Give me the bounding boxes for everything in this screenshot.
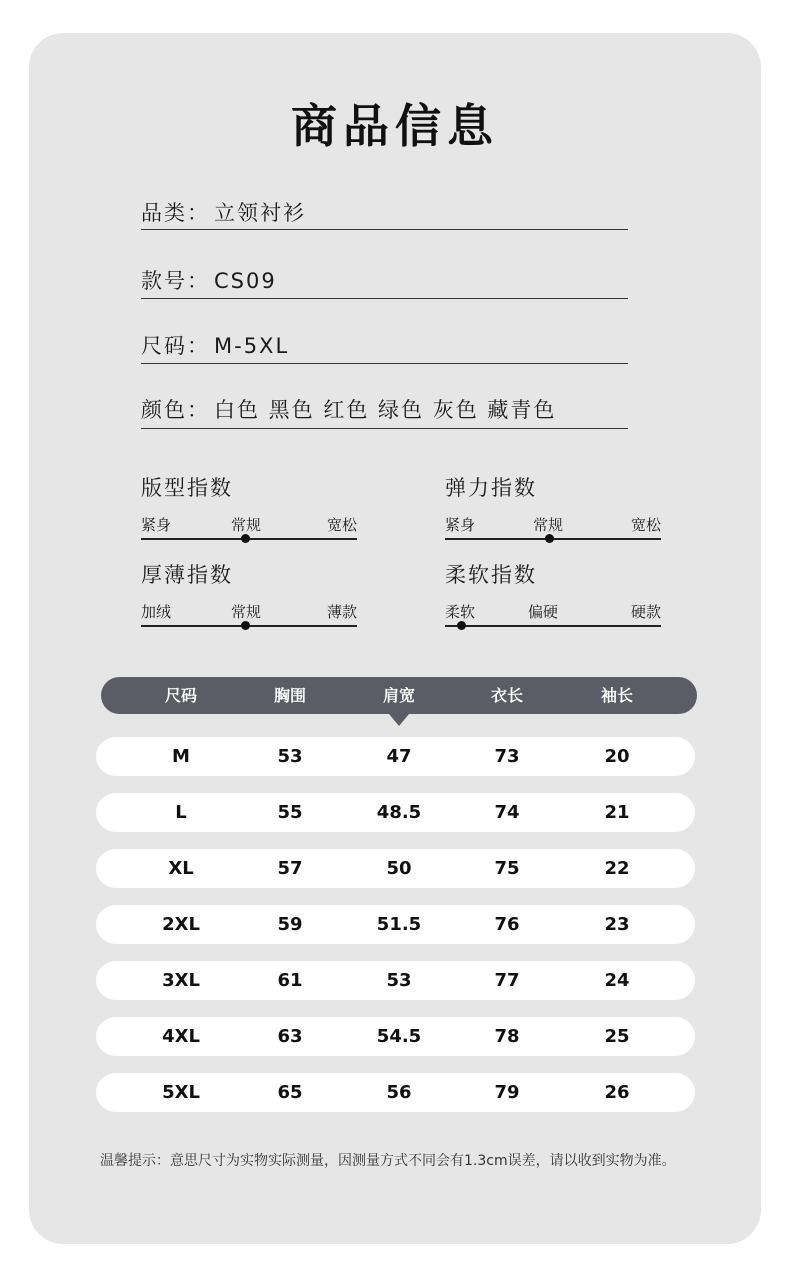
table-row [96, 737, 695, 776]
index-bar [445, 625, 661, 627]
info-label: 品类： [141, 201, 210, 225]
index-mark: 紧身 [141, 516, 172, 534]
table-cell: 59 [277, 914, 303, 935]
info-value: CS09 [214, 269, 277, 293]
page-title: 商品信息 [291, 99, 499, 153]
index-mark: 常规 [231, 603, 262, 621]
table-cell: 65 [277, 1082, 303, 1103]
table-cell: 77 [494, 970, 520, 991]
table-cell: 55 [277, 802, 303, 823]
info-row-size [141, 330, 628, 364]
table-cell: 74 [494, 802, 520, 823]
table-cell: 61 [277, 970, 303, 991]
table-cell: 73 [494, 746, 520, 767]
index-mark: 硬款 [630, 603, 661, 621]
table-cell: 50 [386, 858, 412, 879]
table-cell: 21 [604, 802, 630, 823]
info-row-category [141, 197, 628, 230]
table-cell: 26 [604, 1082, 630, 1103]
index-mark: 宽松 [326, 516, 357, 534]
table-cell: 63 [277, 1026, 303, 1047]
index-bar [445, 538, 661, 540]
index-indicator-dot [545, 534, 554, 543]
table-cell: 23 [604, 914, 630, 935]
table-row [96, 849, 695, 888]
column-header-shoulder: 肩宽 [382, 686, 416, 705]
table-cell: 56 [386, 1082, 412, 1103]
index-mark: 薄款 [326, 603, 357, 621]
info-label: 尺码： [141, 334, 210, 358]
info-value: M-5XL [214, 334, 290, 358]
table-cell: 53 [386, 970, 412, 991]
index-mark: 偏硬 [528, 603, 559, 621]
index-bar [141, 625, 357, 627]
table-cell: 78 [494, 1026, 520, 1047]
index-indicator-dot [457, 621, 466, 630]
info-row-color [141, 394, 628, 429]
index-mark: 柔软 [445, 603, 476, 621]
index-title: 版型指数 [141, 476, 233, 500]
header-pointer-arrow [389, 714, 409, 726]
column-header-length: 衣长 [490, 686, 524, 705]
table-cell: 47 [386, 746, 412, 767]
table-cell: 48.5 [376, 802, 422, 823]
index-title: 厚薄指数 [141, 563, 233, 587]
column-header-sleeve: 袖长 [600, 686, 634, 705]
table-row [96, 1073, 695, 1112]
table-cell: 79 [494, 1082, 520, 1103]
table-cell: 2XL [162, 914, 200, 935]
table-row [96, 961, 695, 1000]
table-row [96, 1017, 695, 1056]
info-value: 白色 黑色 红色 绿色 灰色 藏青色 [214, 398, 557, 422]
index-mark: 紧身 [445, 516, 476, 534]
table-cell: L [175, 802, 187, 823]
info-value: 立领衬衫 [214, 201, 306, 225]
table-cell: M [172, 746, 190, 767]
index-title: 弹力指数 [445, 476, 537, 500]
table-cell: XL [168, 858, 194, 879]
table-cell: 53 [277, 746, 303, 767]
index-indicator-dot [241, 534, 250, 543]
thickness-index [141, 559, 357, 627]
column-header-chest: 胸围 [273, 686, 307, 705]
elasticity-index [445, 472, 661, 540]
table-row [96, 905, 695, 944]
index-title: 柔软指数 [445, 563, 537, 587]
table-cell: 57 [277, 858, 303, 879]
index-indicator-dot [241, 621, 250, 630]
index-mark: 宽松 [630, 516, 661, 534]
table-cell: 54.5 [376, 1026, 422, 1047]
table-cell: 51.5 [376, 914, 422, 935]
softness-index [445, 559, 661, 627]
info-label: 颜色： [141, 398, 210, 422]
index-mark: 加绒 [141, 603, 172, 621]
index-mark: 常规 [533, 516, 564, 534]
size-table-header [101, 677, 697, 714]
table-cell: 75 [494, 858, 520, 879]
column-header-size: 尺码 [164, 686, 198, 705]
table-row [96, 793, 695, 832]
info-label: 款号： [141, 269, 210, 293]
index-bar [141, 538, 357, 540]
fit-index [141, 472, 357, 540]
table-cell: 4XL [162, 1026, 200, 1047]
table-cell: 24 [604, 970, 630, 991]
table-cell: 76 [494, 914, 520, 935]
size-tip-note: 温馨提示：意思尺寸为实物实际测量，因测量方式不同会有1.3cm误差，请以收到实物为准。 [100, 1153, 676, 1169]
table-cell: 3XL [162, 970, 200, 991]
info-row-style-number [141, 265, 628, 299]
table-cell: 22 [604, 858, 630, 879]
index-mark: 常规 [231, 516, 262, 534]
table-cell: 20 [604, 746, 630, 767]
table-cell: 25 [604, 1026, 630, 1047]
table-cell: 5XL [162, 1082, 200, 1103]
